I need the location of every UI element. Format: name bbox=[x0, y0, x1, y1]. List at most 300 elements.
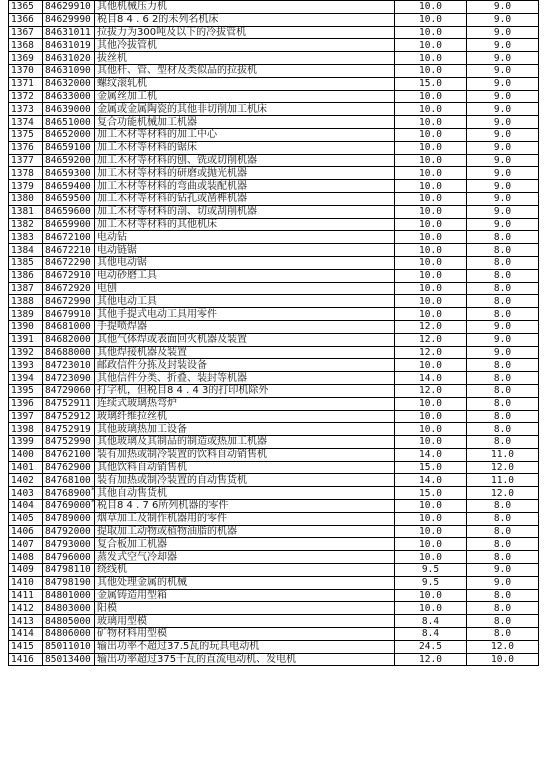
row-name-cell bbox=[95, 116, 395, 129]
row-rate1-text: 10.0 bbox=[419, 308, 442, 320]
row-rate2-cell bbox=[467, 141, 539, 154]
row-code-cell bbox=[43, 602, 95, 615]
row-rate1-text: 10.0 bbox=[419, 423, 442, 435]
table-row bbox=[9, 410, 539, 423]
row-seq-text: 1375 bbox=[11, 129, 34, 141]
row-seq-cell bbox=[9, 13, 43, 26]
row-code-cell bbox=[43, 564, 95, 577]
row-rate2-text: 11.0 bbox=[491, 449, 514, 461]
table-row bbox=[9, 295, 539, 308]
table-row bbox=[9, 64, 539, 77]
row-rate1-cell bbox=[395, 205, 467, 218]
row-rate2-cell bbox=[467, 1, 539, 14]
row-rate1-cell bbox=[395, 39, 467, 52]
tariff-table bbox=[8, 0, 539, 666]
row-code-text: 84752911 bbox=[45, 398, 91, 410]
row-seq-cell bbox=[9, 551, 43, 564]
table-row bbox=[9, 167, 539, 180]
row-name-text: 其他自动售货机 bbox=[97, 487, 167, 499]
row-name-cell bbox=[95, 640, 395, 653]
row-code-text: 84752990 bbox=[45, 436, 91, 448]
row-name-cell bbox=[95, 653, 395, 666]
row-seq-text: 1401 bbox=[11, 462, 34, 474]
row-rate2-text: 9.0 bbox=[493, 90, 512, 102]
footnote-mark: * bbox=[90, 498, 95, 507]
row-code-cell bbox=[43, 269, 95, 282]
table-row bbox=[9, 589, 539, 602]
table-row bbox=[9, 359, 539, 372]
row-rate1-cell bbox=[395, 628, 467, 641]
row-seq-text: 1378 bbox=[11, 167, 34, 179]
table-row bbox=[9, 397, 539, 410]
row-code-text: 84672920 bbox=[45, 282, 91, 294]
row-name-text: 其他饮料自动销售机 bbox=[97, 462, 187, 474]
row-code-cell bbox=[43, 128, 95, 141]
row-name-text: 加工木材等材料的刨、铣或切削机器 bbox=[97, 154, 257, 166]
row-code-text: 84682000 bbox=[45, 334, 91, 346]
row-seq-text: 1383 bbox=[11, 231, 34, 243]
row-seq-cell bbox=[9, 602, 43, 615]
row-rate1-cell bbox=[395, 13, 467, 26]
row-rate1-cell bbox=[395, 461, 467, 474]
row-seq-cell bbox=[9, 615, 43, 628]
row-rate2-cell bbox=[467, 628, 539, 641]
row-code-text: 84659200 bbox=[45, 154, 91, 166]
row-seq-text: 1399 bbox=[11, 436, 34, 448]
row-rate2-text: 9.0 bbox=[493, 180, 512, 192]
row-seq-text: 1409 bbox=[11, 564, 34, 576]
row-rate2-text: 9.0 bbox=[493, 78, 512, 90]
tariff-table-sheet bbox=[8, 0, 538, 666]
row-seq-cell bbox=[9, 320, 43, 333]
row-rate2-cell bbox=[467, 423, 539, 436]
row-code-cell bbox=[43, 116, 95, 129]
row-seq-text: 1380 bbox=[11, 193, 34, 205]
row-code-text: 84659500 bbox=[45, 193, 91, 205]
row-name-text: 电动钻 bbox=[97, 231, 127, 243]
row-code-text: 84651000 bbox=[45, 116, 91, 128]
table-row bbox=[9, 1, 539, 14]
row-rate2-text: 8.0 bbox=[493, 615, 512, 627]
row-rate2-cell bbox=[467, 52, 539, 65]
row-rate1-cell bbox=[395, 589, 467, 602]
row-seq-cell bbox=[9, 128, 43, 141]
row-rate2-text: 9.0 bbox=[493, 129, 512, 141]
row-code-cell bbox=[43, 320, 95, 333]
row-code-text: 84792000 bbox=[45, 526, 91, 538]
row-rate2-cell bbox=[467, 154, 539, 167]
row-seq-text: 1388 bbox=[11, 295, 34, 307]
row-rate2-text: 12.0 bbox=[491, 487, 514, 499]
row-rate2-cell bbox=[467, 397, 539, 410]
row-name-cell bbox=[95, 384, 395, 397]
row-name-text: 其他处理金属的机械 bbox=[97, 577, 187, 589]
row-code-cell bbox=[43, 256, 95, 269]
row-seq-cell bbox=[9, 538, 43, 551]
table-row bbox=[9, 77, 539, 90]
row-rate1-cell bbox=[395, 192, 467, 205]
row-code-text: 84723010 bbox=[45, 359, 91, 371]
row-rate2-text: 10.0 bbox=[491, 654, 514, 666]
row-seq-text: 1406 bbox=[11, 526, 34, 538]
row-rate1-text: 10.0 bbox=[419, 167, 442, 179]
row-seq-cell bbox=[9, 448, 43, 461]
row-rate2-text: 8.0 bbox=[493, 602, 512, 614]
row-rate1-cell bbox=[395, 256, 467, 269]
table-row bbox=[9, 576, 539, 589]
row-seq-cell bbox=[9, 192, 43, 205]
row-seq-cell bbox=[9, 295, 43, 308]
row-code-cell bbox=[43, 525, 95, 538]
row-code-cell bbox=[43, 192, 95, 205]
row-seq-text: 1395 bbox=[11, 385, 34, 397]
row-seq-text: 1368 bbox=[11, 39, 34, 51]
table-row bbox=[9, 128, 539, 141]
row-name-text: 螺纹滚轧机 bbox=[97, 78, 147, 90]
row-name-text: 税目8 4 . 7 6所列机器的零件 bbox=[97, 500, 229, 512]
row-seq-text: 1379 bbox=[11, 180, 34, 192]
row-rate2-text: 12.0 bbox=[491, 462, 514, 474]
row-rate2-cell bbox=[467, 538, 539, 551]
row-name-cell bbox=[95, 589, 395, 602]
row-name-text: 输出功率不超过37.5瓦的玩具电动机 bbox=[97, 641, 260, 653]
table-row bbox=[9, 628, 539, 641]
row-name-cell bbox=[95, 576, 395, 589]
row-code-text: 85011010 bbox=[45, 641, 91, 653]
row-seq-text: 1392 bbox=[11, 346, 34, 358]
row-code-cell bbox=[43, 461, 95, 474]
row-rate1-cell bbox=[395, 244, 467, 257]
row-rate2-cell bbox=[467, 308, 539, 321]
row-rate1-text: 10.0 bbox=[419, 410, 442, 422]
row-code-cell bbox=[43, 397, 95, 410]
table-row bbox=[9, 346, 539, 359]
row-seq-cell bbox=[9, 52, 43, 65]
row-rate2-text: 8.0 bbox=[493, 359, 512, 371]
row-seq-cell bbox=[9, 154, 43, 167]
row-seq-cell bbox=[9, 423, 43, 436]
row-rate1-text: 9.5 bbox=[421, 577, 440, 589]
row-code-text: 84631019 bbox=[45, 39, 91, 51]
row-code-cell bbox=[43, 384, 95, 397]
row-seq-cell bbox=[9, 436, 43, 449]
row-name-text: 其他冷拔管机 bbox=[97, 39, 157, 51]
footnote-mark: * bbox=[90, 485, 95, 494]
row-code-text: 84672100 bbox=[45, 231, 91, 243]
row-rate2-cell bbox=[467, 103, 539, 116]
row-rate1-text: 12.0 bbox=[419, 321, 442, 333]
row-rate2-text: 8.0 bbox=[493, 500, 512, 512]
row-seq-cell bbox=[9, 653, 43, 666]
row-rate1-cell bbox=[395, 1, 467, 14]
row-seq-cell bbox=[9, 141, 43, 154]
row-name-text: 拔丝机 bbox=[97, 52, 127, 64]
row-rate1-cell bbox=[395, 551, 467, 564]
table-row bbox=[9, 205, 539, 218]
row-code-text: 84793000 bbox=[45, 538, 91, 550]
row-code-text: 84688000 bbox=[45, 346, 91, 358]
row-rate2-cell bbox=[467, 205, 539, 218]
row-name-text: 金属丝加工机 bbox=[97, 90, 157, 102]
row-seq-text: 1391 bbox=[11, 334, 34, 346]
row-name-text: 税目8 4 . 6 2的未列名机床 bbox=[97, 14, 219, 26]
row-rate2-text: 8.0 bbox=[493, 628, 512, 640]
row-rate1-cell bbox=[395, 167, 467, 180]
row-rate1-cell bbox=[395, 320, 467, 333]
row-code-cell bbox=[43, 26, 95, 39]
table-row bbox=[9, 448, 539, 461]
row-code-text: 84659100 bbox=[45, 142, 91, 154]
row-seq-text: 1393 bbox=[11, 359, 34, 371]
row-rate1-text: 10.0 bbox=[419, 295, 442, 307]
row-seq-cell bbox=[9, 589, 43, 602]
row-name-text: 其他信件分类、折叠、装封等机器 bbox=[97, 372, 247, 384]
row-rate2-text: 8.0 bbox=[493, 244, 512, 256]
row-name-text: 复合功能机械加工机器 bbox=[97, 116, 197, 128]
row-rate1-text: 10.0 bbox=[419, 257, 442, 269]
row-rate1-cell bbox=[395, 231, 467, 244]
row-code-cell bbox=[43, 64, 95, 77]
row-seq-cell bbox=[9, 410, 43, 423]
row-rate1-cell bbox=[395, 410, 467, 423]
row-name-cell bbox=[95, 372, 395, 385]
table-row bbox=[9, 52, 539, 65]
row-name-text: 复合板加工机器 bbox=[97, 538, 167, 550]
row-name-text: 电动砂磨工具 bbox=[97, 270, 157, 282]
row-name-cell bbox=[95, 346, 395, 359]
row-name-text: 加工木材等材料的弯曲或装配机器 bbox=[97, 180, 247, 192]
row-code-text: 84659900 bbox=[45, 218, 91, 230]
row-code-cell bbox=[43, 359, 95, 372]
row-rate1-cell bbox=[395, 602, 467, 615]
row-seq-cell bbox=[9, 167, 43, 180]
row-rate2-text: 8.0 bbox=[493, 372, 512, 384]
row-name-cell bbox=[95, 397, 395, 410]
row-code-text: 84752919 bbox=[45, 423, 91, 435]
row-code-text: 84629910 bbox=[45, 1, 91, 13]
row-rate1-text: 10.0 bbox=[419, 129, 442, 141]
table-row bbox=[9, 320, 539, 333]
row-rate2-text: 9.0 bbox=[493, 14, 512, 26]
row-rate2-text: 8.0 bbox=[493, 410, 512, 422]
row-seq-cell bbox=[9, 39, 43, 52]
row-seq-cell bbox=[9, 474, 43, 487]
table-row bbox=[9, 423, 539, 436]
row-code-cell bbox=[43, 13, 95, 26]
row-rate2-cell bbox=[467, 551, 539, 564]
row-code-text: 84652000 bbox=[45, 129, 91, 141]
row-seq-cell bbox=[9, 359, 43, 372]
row-name-cell bbox=[95, 295, 395, 308]
row-seq-text: 1396 bbox=[11, 398, 34, 410]
row-rate1-text: 10.0 bbox=[419, 14, 442, 26]
row-seq-cell bbox=[9, 244, 43, 257]
table-row bbox=[9, 372, 539, 385]
row-rate1-text: 10.0 bbox=[419, 142, 442, 154]
table-row bbox=[9, 13, 539, 26]
row-seq-cell bbox=[9, 256, 43, 269]
row-code-text: 84798110 bbox=[45, 564, 91, 576]
row-seq-text: 1376 bbox=[11, 142, 34, 154]
row-rate2-cell bbox=[467, 410, 539, 423]
row-seq-cell bbox=[9, 500, 43, 513]
row-seq-text: 1369 bbox=[11, 52, 34, 64]
row-code-text: 84659300 bbox=[45, 167, 91, 179]
row-name-cell bbox=[95, 487, 395, 500]
row-rate1-text: 10.0 bbox=[419, 231, 442, 243]
row-rate1-cell bbox=[395, 487, 467, 500]
table-row bbox=[9, 384, 539, 397]
table-row bbox=[9, 551, 539, 564]
row-rate2-text: 8.0 bbox=[493, 538, 512, 550]
row-seq-text: 1412 bbox=[11, 602, 34, 614]
table-row bbox=[9, 615, 539, 628]
row-rate1-text: 10.0 bbox=[419, 513, 442, 525]
row-code-cell bbox=[43, 346, 95, 359]
row-seq-text: 1410 bbox=[11, 577, 34, 589]
row-code-text: 84679910 bbox=[45, 308, 91, 320]
row-rate1-text: 8.4 bbox=[421, 628, 440, 640]
row-name-cell bbox=[95, 256, 395, 269]
row-rate2-text: 8.0 bbox=[493, 436, 512, 448]
row-rate2-text: 9.0 bbox=[493, 577, 512, 589]
row-rate2-cell bbox=[467, 474, 539, 487]
row-name-text: 加工木材等材料的锯床 bbox=[97, 142, 197, 154]
row-rate2-cell bbox=[467, 653, 539, 666]
row-name-cell bbox=[95, 13, 395, 26]
row-rate2-cell bbox=[467, 436, 539, 449]
row-code-cell bbox=[43, 333, 95, 346]
row-code-text: 84629990 bbox=[45, 14, 91, 26]
row-rate2-cell bbox=[467, 320, 539, 333]
row-rate1-text: 10.0 bbox=[419, 282, 442, 294]
row-seq-cell bbox=[9, 346, 43, 359]
row-code-cell bbox=[43, 205, 95, 218]
row-rate1-text: 10.0 bbox=[419, 602, 442, 614]
row-seq-cell bbox=[9, 384, 43, 397]
row-code-text: 84631020 bbox=[45, 52, 91, 64]
row-rate1-text: 10.0 bbox=[419, 526, 442, 538]
row-rate1-text: 10.0 bbox=[419, 500, 442, 512]
row-name-text: 其他玻璃热加工设备 bbox=[97, 423, 187, 435]
row-rate1-text: 10.0 bbox=[419, 52, 442, 64]
row-rate2-text: 8.0 bbox=[493, 398, 512, 410]
row-name-cell bbox=[95, 1, 395, 14]
row-rate2-cell bbox=[467, 282, 539, 295]
row-seq-cell bbox=[9, 180, 43, 193]
row-name-cell bbox=[95, 500, 395, 513]
row-name-cell bbox=[95, 192, 395, 205]
table-row bbox=[9, 436, 539, 449]
row-code-text: 84681000 bbox=[45, 321, 91, 333]
row-code-text: 84633000 bbox=[45, 90, 91, 102]
row-rate1-text: 10.0 bbox=[419, 26, 442, 38]
row-rate1-text: 15.0 bbox=[419, 462, 442, 474]
row-name-text: 加工木材等材料的钻孔或凿榫机器 bbox=[97, 193, 247, 205]
row-rate2-text: 9.0 bbox=[493, 142, 512, 154]
row-rate2-cell bbox=[467, 26, 539, 39]
row-seq-cell bbox=[9, 308, 43, 321]
row-rate1-text: 10.0 bbox=[419, 398, 442, 410]
row-name-cell bbox=[95, 410, 395, 423]
row-code-cell bbox=[43, 154, 95, 167]
row-rate2-text: 8.0 bbox=[493, 270, 512, 282]
row-code-cell bbox=[43, 308, 95, 321]
tariff-table-body bbox=[9, 1, 539, 666]
row-seq-text: 1367 bbox=[11, 26, 34, 38]
table-row bbox=[9, 333, 539, 346]
row-rate1-cell bbox=[395, 333, 467, 346]
row-rate2-cell bbox=[467, 512, 539, 525]
row-seq-text: 1377 bbox=[11, 154, 34, 166]
table-row bbox=[9, 538, 539, 551]
row-rate2-cell bbox=[467, 487, 539, 500]
row-name-text: 加工木材等材料的剖、切或刮削机器 bbox=[97, 206, 257, 218]
row-seq-cell bbox=[9, 628, 43, 641]
row-rate1-text: 10.0 bbox=[419, 1, 442, 13]
row-rate2-text: 9.0 bbox=[493, 65, 512, 77]
row-seq-text: 1413 bbox=[11, 615, 34, 627]
table-row bbox=[9, 244, 539, 257]
row-rate2-text: 9.0 bbox=[493, 26, 512, 38]
row-rate1-text: 10.0 bbox=[419, 436, 442, 448]
row-rate1-cell bbox=[395, 615, 467, 628]
row-name-text: 其他焊接机器及装置 bbox=[97, 346, 187, 358]
row-rate1-cell bbox=[395, 384, 467, 397]
row-rate1-cell bbox=[395, 116, 467, 129]
row-rate1-cell bbox=[395, 512, 467, 525]
row-seq-cell bbox=[9, 218, 43, 231]
row-name-cell bbox=[95, 218, 395, 231]
row-name-cell bbox=[95, 282, 395, 295]
row-seq-text: 1411 bbox=[11, 590, 34, 602]
row-name-text: 加工木材等材料的其他机床 bbox=[97, 218, 217, 230]
row-name-cell bbox=[95, 103, 395, 116]
row-name-cell bbox=[95, 167, 395, 180]
row-rate1-text: 10.0 bbox=[419, 103, 442, 115]
table-row bbox=[9, 218, 539, 231]
row-name-cell bbox=[95, 205, 395, 218]
row-code-cell bbox=[43, 653, 95, 666]
row-seq-cell bbox=[9, 487, 43, 500]
row-seq-text: 1405 bbox=[11, 513, 34, 525]
row-rate2-cell bbox=[467, 576, 539, 589]
row-rate2-cell bbox=[467, 269, 539, 282]
row-rate1-cell bbox=[395, 576, 467, 589]
row-name-cell bbox=[95, 615, 395, 628]
row-rate1-text: 10.0 bbox=[419, 90, 442, 102]
table-row bbox=[9, 282, 539, 295]
row-seq-text: 1385 bbox=[11, 257, 34, 269]
row-rate1-text: 15.0 bbox=[419, 487, 442, 499]
row-seq-text: 1394 bbox=[11, 372, 34, 384]
row-seq-cell bbox=[9, 90, 43, 103]
row-name-cell bbox=[95, 628, 395, 641]
row-rate2-text: 8.0 bbox=[493, 257, 512, 269]
row-seq-text: 1370 bbox=[11, 65, 34, 77]
row-rate1-text: 10.0 bbox=[419, 39, 442, 51]
row-name-cell bbox=[95, 320, 395, 333]
row-seq-text: 1374 bbox=[11, 116, 34, 128]
row-code-text: 84632000 bbox=[45, 78, 91, 90]
row-seq-cell bbox=[9, 269, 43, 282]
row-code-cell bbox=[43, 52, 95, 65]
row-rate1-cell bbox=[395, 474, 467, 487]
row-seq-cell bbox=[9, 512, 43, 525]
row-code-cell bbox=[43, 436, 95, 449]
row-rate2-cell bbox=[467, 602, 539, 615]
row-name-cell bbox=[95, 474, 395, 487]
